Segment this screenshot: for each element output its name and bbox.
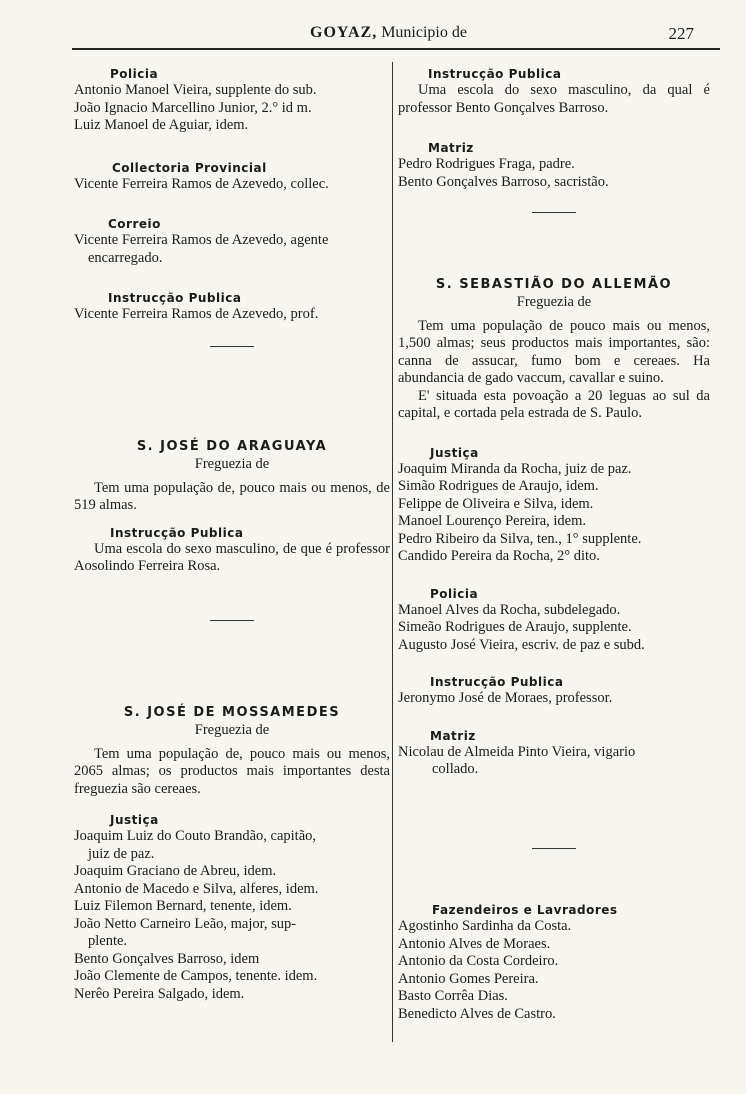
text-line: Antonio de Macedo e Silva, alferes, idem.: [74, 880, 319, 897]
page-number: 227: [668, 24, 694, 43]
section-title: S. JOSÉ DO ARAGUAYA: [136, 439, 328, 454]
text-line: Simão Rodrigues de Araujo, idem.: [398, 478, 599, 494]
correio-section: [74, 216, 390, 267]
allemao-section: [398, 276, 710, 779]
araguaya-section: [74, 438, 390, 576]
text-line: Pedro Rodrigues Fraga, padre.: [398, 156, 575, 172]
text-line: Manoel Alves da Rocha, subdelegado.: [398, 601, 621, 618]
text-line: Agostinho Sardinha da Costa.: [398, 918, 572, 934]
text-line: plente.: [88, 933, 128, 949]
text-line: Pedro Ribeiro da Silva, ten., 1° supplente.: [398, 530, 642, 547]
header-title: GOYAZ,: [310, 24, 378, 41]
text-line: Candido Pereira da Rocha, 2° dito.: [398, 548, 600, 564]
location-paragraph: E' situada esta povoação a 20 leguas ao sul da capital, e cortada pela estrada de S. Paulo.: [398, 387, 710, 421]
text-line: Vicente Ferreira Ramos de Azevedo, agente: [74, 232, 329, 248]
section-title: S. JOSÉ DE MOSSAMEDES: [123, 705, 341, 720]
separator: [398, 212, 710, 213]
separator: [74, 620, 390, 621]
section-heading: Justiça: [110, 813, 159, 827]
fazendeiros-section: [398, 902, 710, 1023]
column-divider: [392, 62, 393, 1042]
freguezia-label: Freguezia de: [194, 722, 270, 738]
text-line: Jeronymo José de Moraes, professor.: [398, 690, 613, 706]
text-line: collado.: [432, 761, 479, 777]
instrucao-section: [74, 290, 390, 324]
collectoria-section: [74, 160, 390, 194]
text-line: encarregado.: [88, 249, 163, 266]
text-line: Basto Corrêa Dias.: [398, 988, 508, 1004]
policia-section: [74, 66, 390, 135]
freguezia-label: Freguezia de: [194, 456, 270, 472]
separator: [398, 848, 710, 849]
text-line: João Clemente de Campos, tenente. idem.: [74, 968, 318, 984]
population-paragraph: Tem uma população de pouco mais ou menos, 1,500 almas; seus productos mais importantes, são: canna de assucar, fumo bom e cereaes. Ha abundancia de gado vaccum, cavallar e suino.: [398, 317, 710, 386]
matriz-section: [398, 140, 710, 191]
section-heading: Instrucção Publica: [430, 675, 564, 689]
text-line: Vicente Ferreira Ramos de Azevedo, collec.: [74, 176, 329, 192]
text-line: Joaquim Miranda da Rocha, juiz de paz.: [398, 460, 632, 477]
text-line: Antonio Alves de Moraes.: [398, 935, 551, 952]
running-title: [310, 24, 467, 42]
text-line: João Ignacio Marcellino Junior, 2.° id m.: [74, 99, 312, 116]
separator: [74, 346, 390, 347]
instrucao-paragraph: Uma escola do sexo masculino, da qual é professor Bento Gonçalves Barroso.: [398, 82, 710, 116]
text-line: Joaquim Luiz do Couto Brandão, capitão,: [74, 828, 317, 844]
section-heading: Instrucção Publica: [108, 291, 242, 305]
population-paragraph: Tem uma população de, pouco mais ou menos, 2065 almas; os productos mais importantes desta freguezia são cereaes.: [74, 745, 390, 797]
header-subtitle: Municipio de: [381, 24, 467, 41]
section-heading: Matriz: [428, 141, 474, 155]
text-line: Simeão Rodrigues de Araujo, supplente.: [398, 619, 632, 635]
section-title: S. SEBASTIÃO DO ALLEMÃO: [435, 277, 673, 292]
section-heading: Matriz: [430, 728, 476, 743]
text-line: Luiz Manoel de Aguiar, idem.: [74, 117, 249, 133]
text-line: Augusto José Vieira, escriv. de paz e subd.: [398, 636, 645, 653]
text-line: Felippe de Oliveira e Silva, idem.: [398, 495, 594, 512]
text-line: João Netto Carneiro Leão, major, sup-: [74, 915, 297, 932]
section-heading: Instrucção Publica: [428, 67, 562, 81]
text-line: Luiz Filemon Bernard, tenente, idem.: [74, 898, 292, 914]
text-line: Antonio Manoel Vieira, supplente do sub.: [74, 82, 317, 98]
text-line: Nicolau de Almeida Pinto Vieira, vigario: [398, 743, 636, 760]
header-rule: [72, 48, 720, 50]
section-heading: Instrucção Publica: [110, 525, 244, 540]
section-heading: Fazendeiros e Lavradores: [432, 903, 618, 917]
instrucao-paragraph: Uma escola do sexo masculino, de que é professor Aosolindo Ferreira Rosa.: [74, 540, 390, 574]
text-line: Bento Gonçalves Barroso, sacristão.: [398, 173, 609, 190]
text-line: Bento Gonçalves Barroso, idem: [74, 950, 260, 967]
text-line: Manoel Lourenço Pereira, idem.: [398, 513, 587, 529]
running-header: [70, 24, 706, 46]
mossamedes-section: [74, 704, 390, 1003]
text-line: Joaquim Graciano de Abreu, idem.: [74, 863, 277, 879]
text-line: Benedicto Alves de Castro.: [398, 1005, 556, 1022]
instrucao-section: [398, 66, 710, 117]
text-line: Vicente Ferreira Ramos de Azevedo, prof.: [74, 306, 319, 322]
section-heading: Collectoria Provincial: [112, 161, 267, 175]
freguezia-label: Freguezia de: [516, 294, 592, 310]
text-line: Antonio da Costa Cordeiro.: [398, 953, 559, 969]
section-heading: Correio: [108, 217, 161, 231]
text-line: juiz de paz.: [88, 845, 155, 862]
population-paragraph: Tem uma população de, pouco mais ou menos, de 519 almas.: [74, 479, 390, 513]
text-line: Antonio Gomes Pereira.: [398, 970, 539, 987]
section-heading: Policia: [430, 586, 479, 601]
text-line: Nerêo Pereira Salgado, idem.: [74, 985, 245, 1002]
section-heading: Justiça: [430, 445, 479, 460]
section-heading: Policia: [110, 67, 159, 81]
